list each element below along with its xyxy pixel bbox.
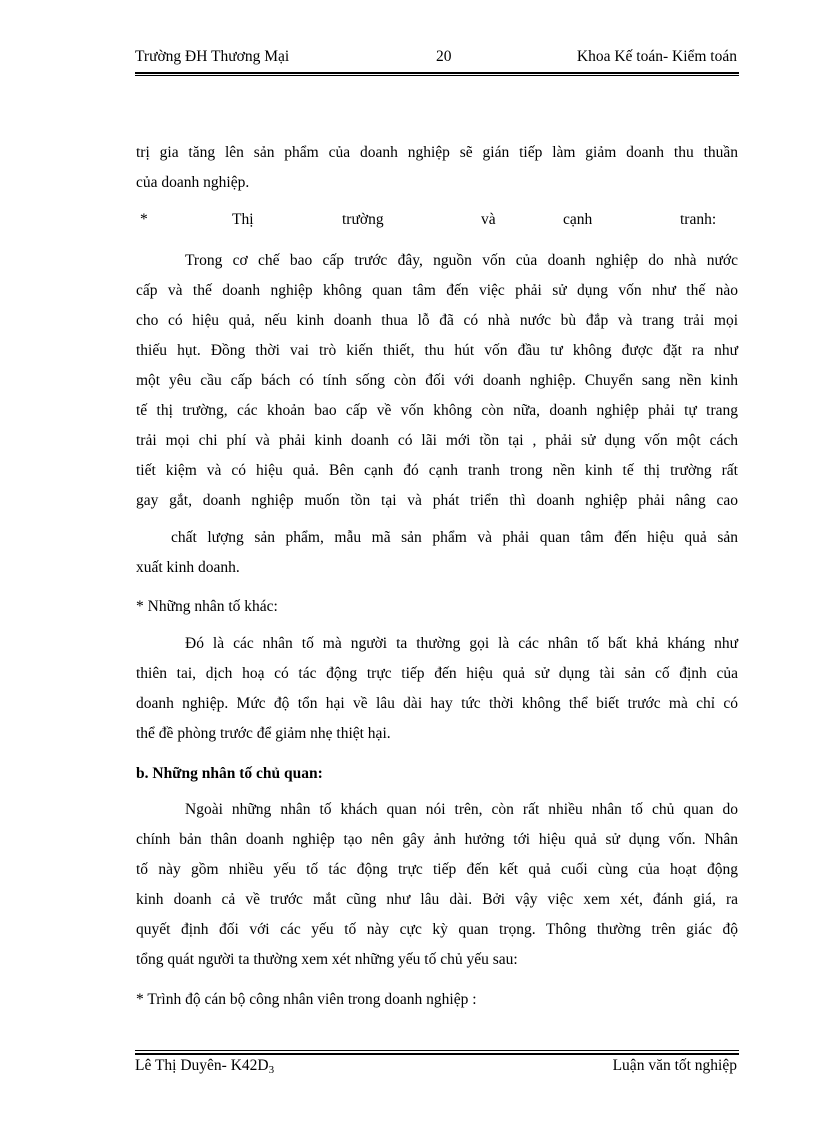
heading-market-competition: * Thị trường và cạnh tranh: <box>140 211 717 228</box>
text-line: tổng quát người ta thường xem xét những yếu tố chủ yếu sau: <box>136 951 518 968</box>
header-rule <box>135 72 739 76</box>
footer-rule <box>135 1050 739 1055</box>
text-line: thiếu hụt. Đồng thời vai trò kiến thiết, thu hút vốn đầu tư không được đặt ra như <box>136 342 738 359</box>
text-line: chính bản thân doanh nghiệp tạo nên gây ảnh hưởng tới hiệu quả sử dụng vốn. Nhân <box>136 831 738 848</box>
header-school: Trường ĐH Thương Mại <box>135 48 290 65</box>
section-heading-subjective-factors: b. Những nhân tố chủ quan: <box>136 765 323 782</box>
text-line: chất lượng sản phẩm, mẫu mã sản phẩm và phải quan tâm đến hiệu quả sản <box>171 529 738 546</box>
text-line: tố này gồm nhiều yếu tố tác động trực tiếp đến kết quả cuối cùng của hoạt động <box>136 861 738 878</box>
heading-other-factors: * Những nhân tố khác: <box>136 598 278 615</box>
text-line: Ngoài những nhân tố khách quan nói trên, còn rất nhiều nhân tố chủ quan do <box>185 801 738 818</box>
text-line: Trong cơ chế bao cấp trước đây, nguồn vốn của doanh nghiệp do nhà nước <box>185 252 738 269</box>
heading-staff-qualification: * Trình độ cán bộ công nhân viên trong doanh nghiệp : <box>136 991 477 1008</box>
text-line: trị gia tăng lên sản phẩm của doanh nghiệp sẽ gián tiếp làm giảm doanh thu thuần <box>136 144 738 161</box>
text-line: của doanh nghiệp. <box>136 174 250 191</box>
page-number: 20 <box>436 48 452 65</box>
footer-author: Lê Thị Duyên- $K42D_3$ <box>135 1057 275 1076</box>
text-line: thể đề phòng trước để giảm nhẹ thiệt hại. <box>136 725 391 742</box>
footer-title: Luận văn tốt nghiệp <box>612 1057 737 1074</box>
text-line: xuất kinh doanh. <box>136 559 240 576</box>
text-line: cho có hiệu quả, nếu kinh doanh thua lỗ đã có nhà nước bù đắp và trang trải mọi <box>136 312 738 329</box>
text-line: cấp và thế doanh nghiệp không quan tâm đến việc phải sử dụng vốn như thế nào <box>136 282 738 299</box>
text-line: doanh nghiệp. Mức độ tổn hại về lâu dài hay tức thời không thể biết trước mà chỉ có <box>136 695 738 712</box>
text-line: Đó là các nhân tố mà người ta thường gọi là các nhân tố bất khả kháng như <box>185 635 738 652</box>
text-line: trải mọi chi phí và phải kinh doanh có lãi mới tồn tại , phải sử dụng vốn một cách <box>136 432 738 449</box>
text-line: quyết định đối với các yếu tố này cực kỳ quan trọng. Thông thường trên giác độ <box>136 921 738 938</box>
text-line: kinh doanh cả về trước mắt cũng như lâu dài. Bởi vậy việc xem xét, đánh giá, ra <box>136 891 738 908</box>
page-header <box>135 46 739 70</box>
text-line: gay gắt, doanh nghiệp muốn tồn tại và phát triển thì doanh nghiệp phải nâng cao <box>136 492 738 509</box>
text-line: thiên tai, dịch hoạ có tác động trực tiếp đến hiệu quả sử dụng tài sản cố định của <box>136 665 738 682</box>
text-line: một yêu cầu cấp bách có tính sống còn đối với doanh nghiệp. Chuyển sang nền kinh <box>136 372 738 389</box>
page-footer <box>135 1057 739 1081</box>
text-line: tiết kiệm và có hiệu quả. Bên cạnh đó cạnh tranh trong nền kinh tế thị trường rất <box>136 462 738 479</box>
header-faculty: Khoa Kế toán- Kiểm toán <box>576 48 737 65</box>
text-line: tế thị trường, các khoản bao cấp về vốn không còn nữa, doanh nghiệp phải tự trang <box>136 402 738 419</box>
